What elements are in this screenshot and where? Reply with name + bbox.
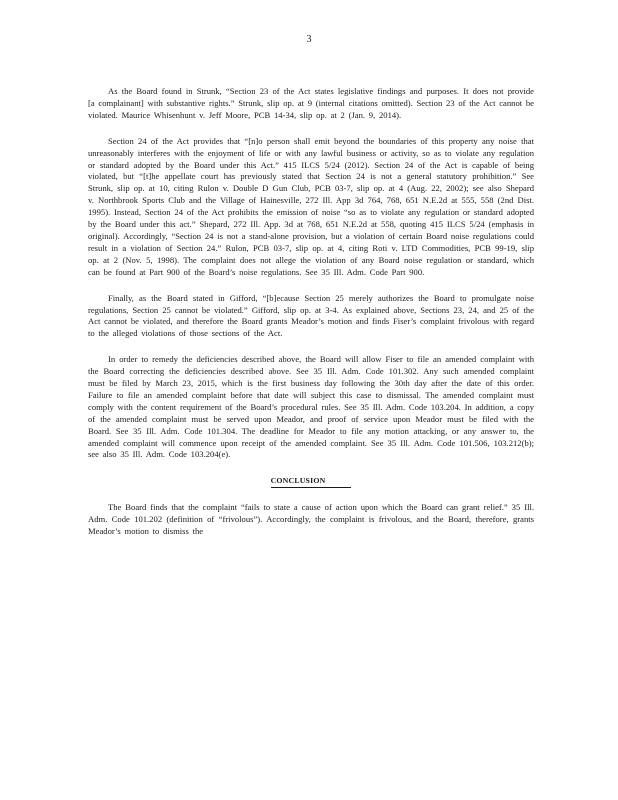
paragraph-section-25: Finally, as the Board stated in Gifford, “[b]ecause Section 25 merely authorizes the Board to promulgate noise regulations, Section 25 cannot be violated.” Gifford, slip op. at 3-4. As explained above, Sections 23, 24, and 25 of the Act cannot be violated, and therefore the Board grants Meador’s motion and finds Fiser’s complaint frivolous with regard to the alleged violations of those sections of the Act.	[88, 292, 534, 339]
conclusion-heading	[88, 475, 534, 488]
paragraph-strunk-section-23: As the Board found in Strunk, “Section 23 of the Act states legislative findings and purposes. It does not provide [a complainant] with substantive rights.” Strunk, slip op. at 9 (internal citations omitted). Section 23 of the Act cannot be violated. Maurice Whisenhunt v. Jeff Moore, PCB 14-34, slip op. at 2 (Jan. 9, 2014).	[88, 86, 534, 120]
conclusion-heading-text: CONCLUSION	[271, 475, 352, 488]
document-body	[88, 86, 534, 538]
paragraph-section-24: Section 24 of the Act provides that “[n]o person shall emit beyond the boundaries of this property any noise that unreasonably interferes with the enjoyment of life or with any lawful business or activity, so as to violate any regulation or standard adopted by the Board under this Act.” 415 ILCS 5/24 (2012). Section 24 of the Act is capable of being violated, but “[t]he appellate court has previously stated that Section 24 is not a general statutory prohibition.” See Strunk, slip op. at 10, citing Rulon v. Double D Gun Club, PCB 03-7, slip op. at 4 (Aug. 22, 2002); see also Shepard v. Northbrook Sports Club and the Village of Hainesville, 272 Ill. App 3d 764, 768, 651 N.E.2d at 555, 558 (2nd Dist. 1995). Instead, Section 24 of the Act prohibits the emission of noise “so as to violate any regulation or standard adopted by the Board under this act.” Shepard, 272 Ill. App. 3d at 768, 651 N.E.2d at 558, quoting 415 ILCS 5/24 (emphasis in original). Accordingly, “Section 24 is not a stand-alone provision, but a violation of certain Board noise regulations could result in a violation of Section 24.” Rulon, PCB 03-7, slip op. at 4, citing Roti v. LTD Commodities, PCB 99-19, slip op. at 2 (Nov. 5, 1998). The complaint does not allege the violation of any Board noise regulation or standard, which can be found at Part 900 of the Board’s noise regulations. See 35 Ill. Adm. Code Part 900.	[88, 135, 534, 277]
page-number: 3	[306, 34, 312, 45]
paragraph-amended-complaint: In order to remedy the deficiencies described above, the Board will allow Fiser to file an amended complaint with the Board correcting the deficiencies described above. See 35 Ill. Adm. Code 101.302. Any such amended complaint must be filed by March 23, 2015, which is the first business day following the 30th day after the date of this order. Failure to file an amended complaint before that date will subject this case to dismissal. The amended complaint must comply with the content requirement of the Board’s procedural rules. See 35 Ill. Adm. Code 103.204. In addition, a copy of the amended complaint must be served upon Meador, and proof of service upon Meador must be filed with the Board. See 35 Ill. Adm. Code 101.304. The deadline for Meador to file any motion attacking, or any answer to, the amended complaint will commence upon receipt of the amended complaint. See 35 Ill. Adm. Code 101.506, 103.212(b); see also 35 Ill. Adm. Code 103.204(e).	[88, 354, 534, 460]
paragraph-conclusion: The Board finds that the complaint “fails to state a cause of action upon which the Board can grant relief.” 35 Ill. Adm. Code 101.202 (definition of “frivolous”). Accordingly, the complaint is frivolous, and the Board, therefore, grants Meador’s motion to dismiss the	[88, 502, 534, 537]
